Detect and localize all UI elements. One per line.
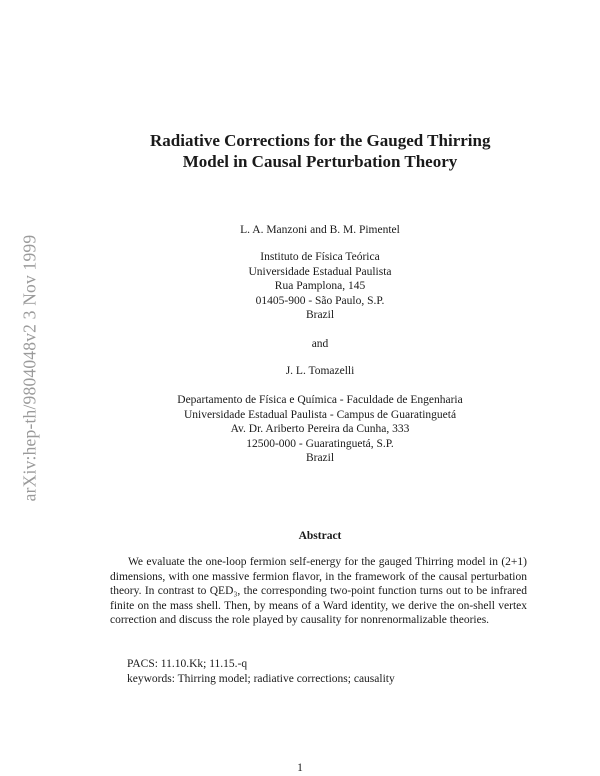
pacs-keywords <box>127 657 395 686</box>
affiliation-line: Brazil <box>305 452 335 464</box>
affiliation-line: 12500-000 - Guaratinguetá, S.P. <box>246 437 394 450</box>
page-number: 1 <box>297 762 303 774</box>
affiliation-line: Rua Pamplona, 145 <box>274 280 366 292</box>
keywords: keywords: Thirring model; radiative corrections; causality <box>127 672 395 685</box>
affiliation-first <box>150 250 490 323</box>
affiliation-line: Brazil <box>305 309 335 321</box>
affiliation-line: 01405-900 - São Paulo, S.P. <box>255 294 385 307</box>
paper-title <box>150 130 490 172</box>
affiliation-line: Instituto de Física Teórica <box>260 251 380 263</box>
abstract-text: We evaluate the one-loop fermion self-energy for the gauged Thirring model in (2+1) dimensions, with one massive fermion flavor, in the framework of the causal perturbation theory. In contrast to QED₃, the corresponding two-point function turns out to be infrared finite on the mass shell. Then, by means of a Ward identity, we derive the on-shell vertex correction and discuss the role played by causality for nonrenormalizable theories. <box>110 556 527 626</box>
authors-second: J. L. Tomazelli <box>285 365 355 377</box>
affiliation-line: Universidade Estadual Paulista <box>248 265 392 278</box>
affiliation-line: Departamento de Física e Química - Faculdade de Engenharia <box>177 394 463 406</box>
title-line-2: Model in Causal Perturbation Theory <box>182 152 458 171</box>
arxiv-identifier: arXiv:hep-th/9804048v2 3 Nov 1999 <box>19 234 40 502</box>
affiliation-line: Av. Dr. Ariberto Pereira da Cunha, 333 <box>230 423 410 435</box>
abstract-heading: Abstract <box>298 530 342 542</box>
affiliation-line: Universidade Estadual Paulista - Campus de Guaratinguetá <box>183 408 457 421</box>
pacs-codes: PACS: 11.10.Kk; 11.15.-q <box>127 658 248 670</box>
title-line-1: Radiative Corrections for the Gauged Thirring <box>150 131 491 150</box>
affiliation-second <box>120 393 520 466</box>
authors-first: L. A. Manzoni and B. M. Pimentel <box>240 224 400 236</box>
and-separator: and <box>311 338 329 350</box>
